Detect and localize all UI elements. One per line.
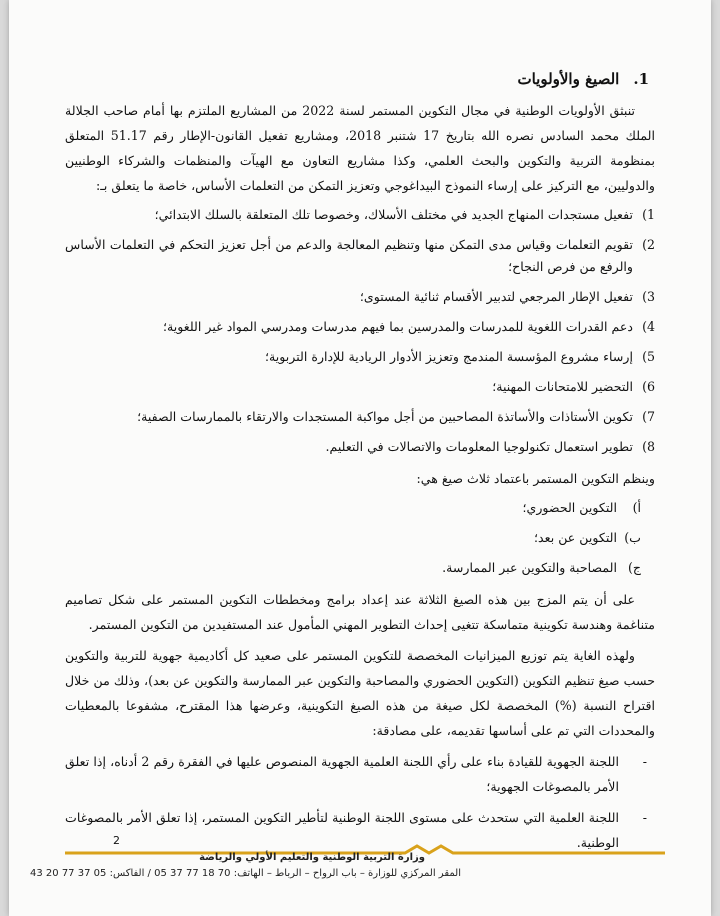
item-letter: أ) [632,500,641,515]
item-number: 2) [642,237,655,252]
page-content [65,70,655,861]
approvals-list [65,749,655,855]
list-item [65,436,655,458]
intro-paragraph: تنبثق الأولويات الوطنية في مجال التكوين المستمر لسنة 2022 من المشاريع الملتزم بها أمام صاحب الجلالة الملك محمد السادس نصره الله بتاريخ 17 شتنبر 2018، ومشاريع تفعيل القانون-الإطار رقم 51.17 المتعلق بمنظومة التربية والتكوين والبحث العلمي، وكذا مشاريع التعاون مع الهيآت والمنظمات والشركاء الوطنيين والدوليين، مع التركيز على إرساء النموذج البيداغوجي وتعزيز التمكن من التعلمات الأساس، خاصة ما يتعلق بـ: [65,103,655,193]
item-number: 3) [642,289,655,304]
item-letter: ب) [624,530,641,545]
item-letter: ج) [627,560,641,575]
item-text: تطوير استعمال تكنولوجيا المعلومات والاتصالات في التعليم. [325,439,633,454]
list-item [65,406,655,428]
item-text: المصاحبة والتكوين عبر الممارسة. [442,560,617,575]
item-text: التكوين عن بعد؛ [534,530,617,545]
list-item [65,234,655,278]
item-dash: - [642,810,647,825]
list-item [65,527,641,549]
item-text: دعم القدرات اللغوية للمدرسات والمدرسين بما فيهم مدرسات ومدرسي المواد غير اللغوية؛ [163,319,633,334]
section-number: 1. [633,70,649,88]
list-item [65,286,655,308]
item-text: اللجنة الجهوية للقيادة بناء على رأي اللجنة العلمية الجهوية المنصوص عليها في الفقرة رقم 2 أدناه، إذا تعلق الأمر بالمصوغات الجهوية؛ [65,754,620,794]
item-text: التحضير للامتحانات المهنية؛ [492,379,633,394]
item-number: 8) [642,439,655,454]
item-text: تفعيل مستجدات المنهاج الجديد في مختلف الأسلاك، وخصوصا تلك المتعلقة بالسلك الابتدائي؛ [154,207,633,222]
item-text: إرساء مشروع المؤسسة المندمج وتعزيز الأدوار الريادية للإدارة التربوية؛ [264,349,633,364]
budget-paragraph: ولهذه الغاية يتم توزيع الميزانيات المخصصة للتكوين المستمر على صعيد كل أكاديمية جهوية للتربية والتكوين حسب صيغ تنظيم التكوين (التكوين الحضوري والمصاحبة والتكوين عبر الممارسة والتكوين عن بعد)، وذلك من خلال اقتراح النسبة (%) المخصصة لكل صيغة من هذه الصيغ التكوينية، وعرضها هذا المقترح، مشفوعا بالمعطيات والمحددات التي تم على أساسها تقديمه، على مصادقة: [65,648,655,738]
ministry-address: المقر المركزي للوزارة – باب الرواح – الرباط – الهاتف: 70 18 77 37 05 / الفاكس: 05 37 77 20 43 [29,868,461,879]
list-item [65,376,655,398]
item-number: 5) [642,349,655,364]
list-item [65,316,655,338]
item-number: 6) [642,379,655,394]
item-number: 7) [642,409,655,424]
item-text: تفعيل الإطار المرجعي لتدبير الأقسام ثنائية المستوى؛ [359,289,633,304]
footer-text [30,850,461,882]
document-page [9,0,711,916]
list-item [65,204,655,226]
page-number: 2 [113,834,120,847]
list-item [65,346,655,368]
ministry-name: وزارة التربية الوطنية والتعليم الأولي والرياضة [199,852,425,863]
section-heading [65,70,649,88]
item-dash: - [642,754,647,769]
item-text: تكوين الأستاذات والأساتذة المصاحبين من أجل مواكبة المستجدات والارتقاء بالممارسات الصفية؛ [137,409,633,424]
item-number: 1) [642,207,655,222]
forms-intro: وينظم التكوين المستمر باعتماد ثلاث صيغ هي: [416,471,655,486]
item-text: تقويم التعلمات وقياس مدى التمكن منها وتنظيم المعالجة والدعم من أجل تعزيز التحكم في التعلمات الأساس والرفع من فرص النجاح؛ [65,237,633,274]
list-item [65,749,655,799]
mix-paragraph: على أن يتم المزج بين هذه الصيغ الثلاثة عند إعداد برامج ومخططات التكوين المستمر على شكل تصاميم متناغمة وهندسة تكوينية متماسكة تتغيى إحداث التطوير المهني المأمول عند المستفيدين من التكوين المستمر. [65,592,655,632]
list-item [65,557,641,579]
forms-list [65,497,655,579]
item-text: اللجنة العلمية التي ستحدث على مستوى اللجنة الوطنية لتأطير التكوين المستمر، إذا تعلق الأمر بالمصوغات الوطنية. [65,810,619,850]
item-number: 4) [642,319,655,334]
section-title: الصيغ والأولويات [517,70,620,88]
list-item [65,497,641,519]
priorities-list [65,204,655,458]
item-text: التكوين الحضوري؛ [522,500,617,515]
